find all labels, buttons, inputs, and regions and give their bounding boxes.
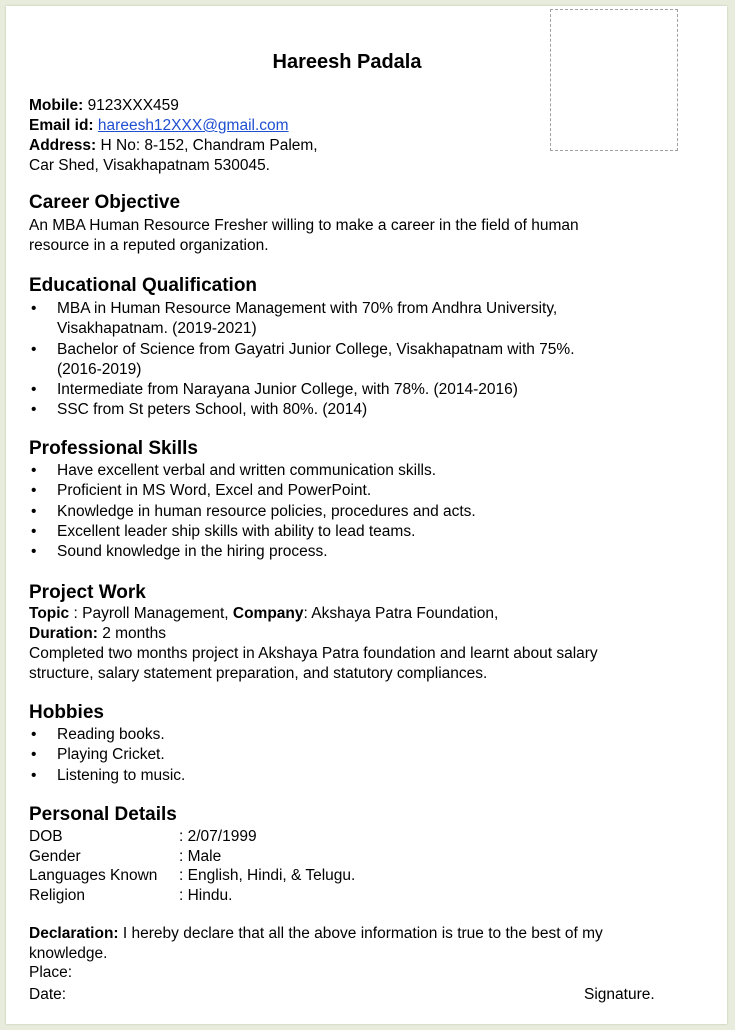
education-list — [6, 299, 575, 421]
hobby-item: • Playing Cricket. — [6, 745, 185, 765]
personal-key: Gender — [29, 848, 81, 865]
skill-item: • Knowledge in human resource policies, procedures and acts. — [6, 502, 476, 522]
personal-row-dob — [29, 827, 257, 847]
project-desc-1: Completed two months project in Akshaya Patra foundation and learnt about salary — [29, 645, 598, 662]
skills-heading: Professional Skills — [29, 438, 198, 459]
address-label: Address: — [29, 137, 97, 154]
declaration-text: I hereby declare that all the above information is true to the best of my — [118, 925, 603, 942]
hobbies-heading: Hobbies — [29, 702, 104, 723]
personal-key: DOB — [29, 828, 63, 845]
skill-item: • Excellent leader ship skills with ability to lead teams. — [6, 522, 476, 542]
place-label: Place: — [29, 964, 73, 981]
project-topic-line — [29, 604, 498, 624]
career-text-2: resource in a reputed organization. — [29, 237, 269, 254]
date-label: Date: — [29, 986, 67, 1003]
project-heading: Project Work — [29, 582, 146, 603]
mobile-value: 9123XXX459 — [87, 97, 179, 114]
education-item-ssc: • SSC from St peters School, with 80%. (2014) — [6, 400, 575, 420]
duration-value: 2 months — [97, 625, 166, 642]
personal-row-religion — [29, 886, 232, 906]
personal-row-gender — [29, 847, 221, 867]
email-label: Email id: — [29, 117, 94, 134]
education-item-mba: • MBA in Human Resource Management with 70% from Andhra University, Visakhapatnam. (2019-2021) — [6, 299, 575, 340]
company-value: : Akshaya Patra Foundation, — [303, 605, 499, 622]
personal-key: Languages Known — [29, 867, 158, 884]
mobile-line — [29, 96, 179, 116]
email-line — [29, 116, 289, 136]
declaration-line — [29, 924, 603, 944]
career-heading: Career Objective — [29, 192, 181, 213]
personal-value: : Male — [179, 848, 222, 865]
skills-list — [6, 461, 476, 562]
education-item-bsc: • Bachelor of Science from Gayatri Junior College, Visakhapatnam with 75%. (2016-2019) — [6, 340, 575, 381]
resume-page — [6, 6, 727, 1024]
education-item-intermediate: • Intermediate from Narayana Junior College, with 78%. (2014-2016) — [6, 380, 575, 400]
address-line2: Car Shed, Visakhapatnam 530045. — [29, 157, 270, 174]
address-line — [29, 136, 318, 156]
hobby-item: • Listening to music. — [6, 766, 185, 786]
personal-value: : Hindu. — [179, 887, 233, 904]
personal-value: : English, Hindi, & Telugu. — [179, 867, 356, 884]
personal-row-languages — [29, 866, 355, 886]
address-line1: H No: 8-152, Chandram Palem, — [100, 137, 318, 154]
personal-value: : 2/07/1999 — [179, 828, 257, 845]
topic-value: : Payroll Management, — [69, 605, 233, 622]
hobby-item: • Reading books. — [6, 725, 185, 745]
email-link[interactable]: hareesh12XXX@gmail.com — [97, 117, 289, 134]
mobile-label: Mobile: — [29, 97, 84, 114]
signature-label: Signature. — [584, 986, 655, 1003]
company-label: Company — [232, 605, 304, 622]
hobbies-list — [6, 725, 185, 786]
project-duration-line — [29, 624, 166, 644]
skill-item: • Proficient in MS Word, Excel and PowerPoint. — [6, 481, 476, 501]
declaration-text-2: knowledge. — [29, 945, 108, 962]
personal-key: Religion — [29, 887, 86, 904]
project-desc-2: structure, salary statement preparation, and statutory compliances. — [29, 665, 488, 682]
duration-label: Duration: — [29, 625, 98, 642]
career-text-1: An MBA Human Resource Fresher willing to make a career in the field of human — [29, 217, 579, 234]
skill-item: • Have excellent verbal and written communication skills. — [6, 461, 476, 481]
skill-item: • Sound knowledge in the hiring process. — [6, 542, 476, 562]
education-heading: Educational Qualification — [29, 275, 258, 296]
resume-name: Hareesh Padala — [272, 51, 422, 73]
photo-placeholder — [550, 9, 678, 151]
topic-label: Topic — [29, 605, 70, 622]
declaration-label: Declaration: — [29, 925, 119, 942]
personal-heading: Personal Details — [29, 804, 177, 825]
